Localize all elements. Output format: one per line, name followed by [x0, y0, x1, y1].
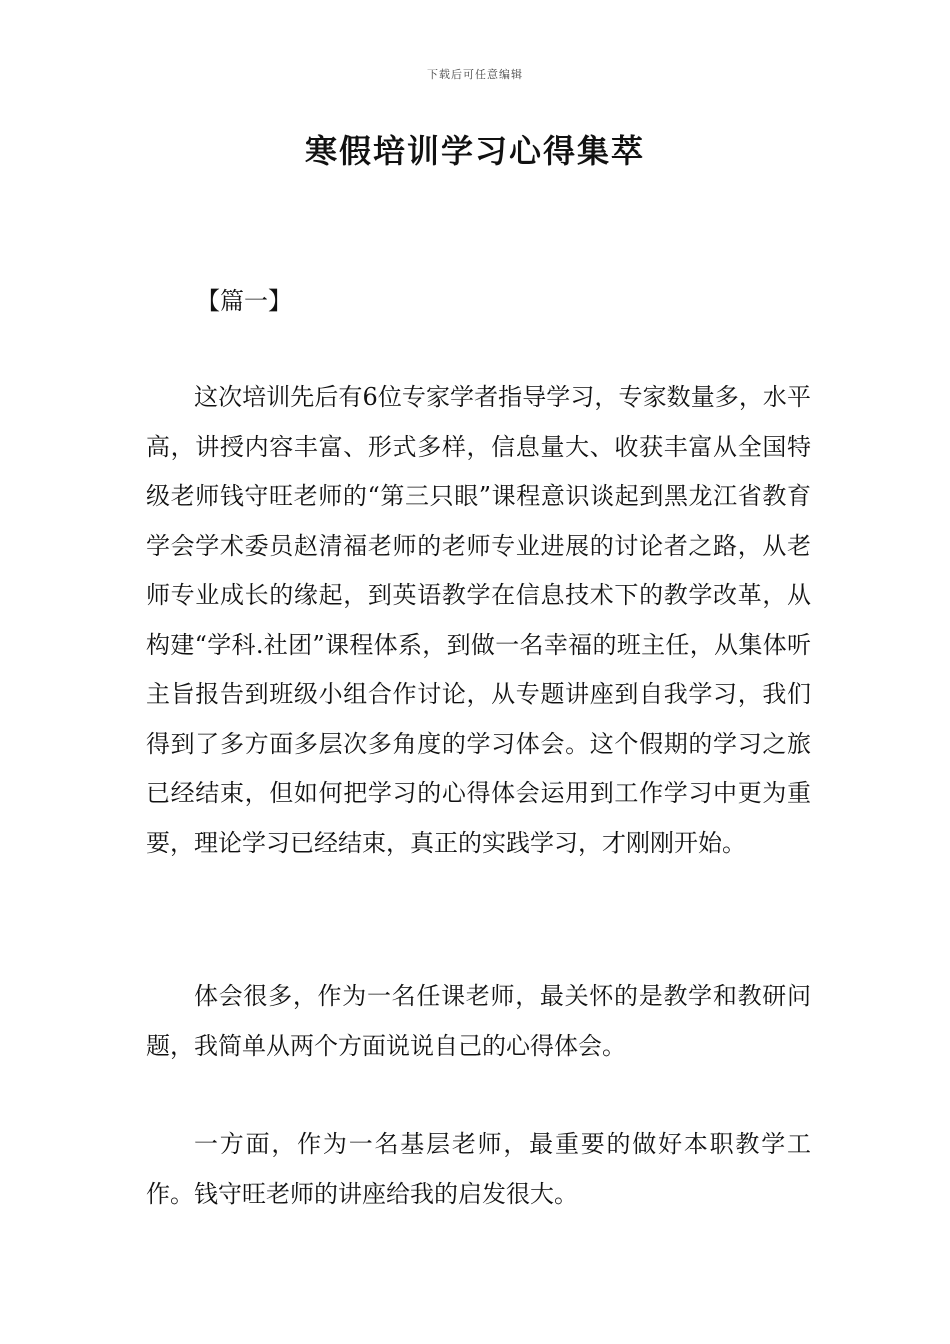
paragraph-3: 一方面，作为一名基层老师，最重要的做好本职教学工作。钱守旺老师的讲座给我的启发很大。 [146, 1130, 811, 1208]
header-note: 下载后可任意编辑 [427, 68, 523, 81]
paragraph-1: 这次培训先后有6位专家学者指导学习，专家数量多，水平高，讲授内容丰富、形式多样，信息量大、收获丰富从全国特级老师钱守旺老师的“第三只眼”课程意识谈起到黑龙江省教育学会学术委员赵清福老师的老师专业进展的讨论者之路，从老师专业成长的缘起，到英语教学在信息技术下的教学改革，从构建“学科.社团”课程体系，到做一名幸福的班主任，从集体听主旨报告到班级小组合作讨论，从专题讲座到自我学习，我们得到了多方面多层次多角度的学习体会。这个假期的学习之旅已经结束，但如何把学习的心得体会运用到工作学习中更为重要，理论学习已经结束，真正的实践学习，才刚刚开始。 [146, 383, 811, 857]
paragraph-2: 体会很多，作为一名任课老师，最关怀的是教学和教研问题，我简单从两个方面说说自己的心得体会。 [146, 982, 811, 1060]
document-title: 寒假培训学习心得集萃 [304, 132, 645, 170]
section-label: 【篇一】 [196, 287, 292, 315]
